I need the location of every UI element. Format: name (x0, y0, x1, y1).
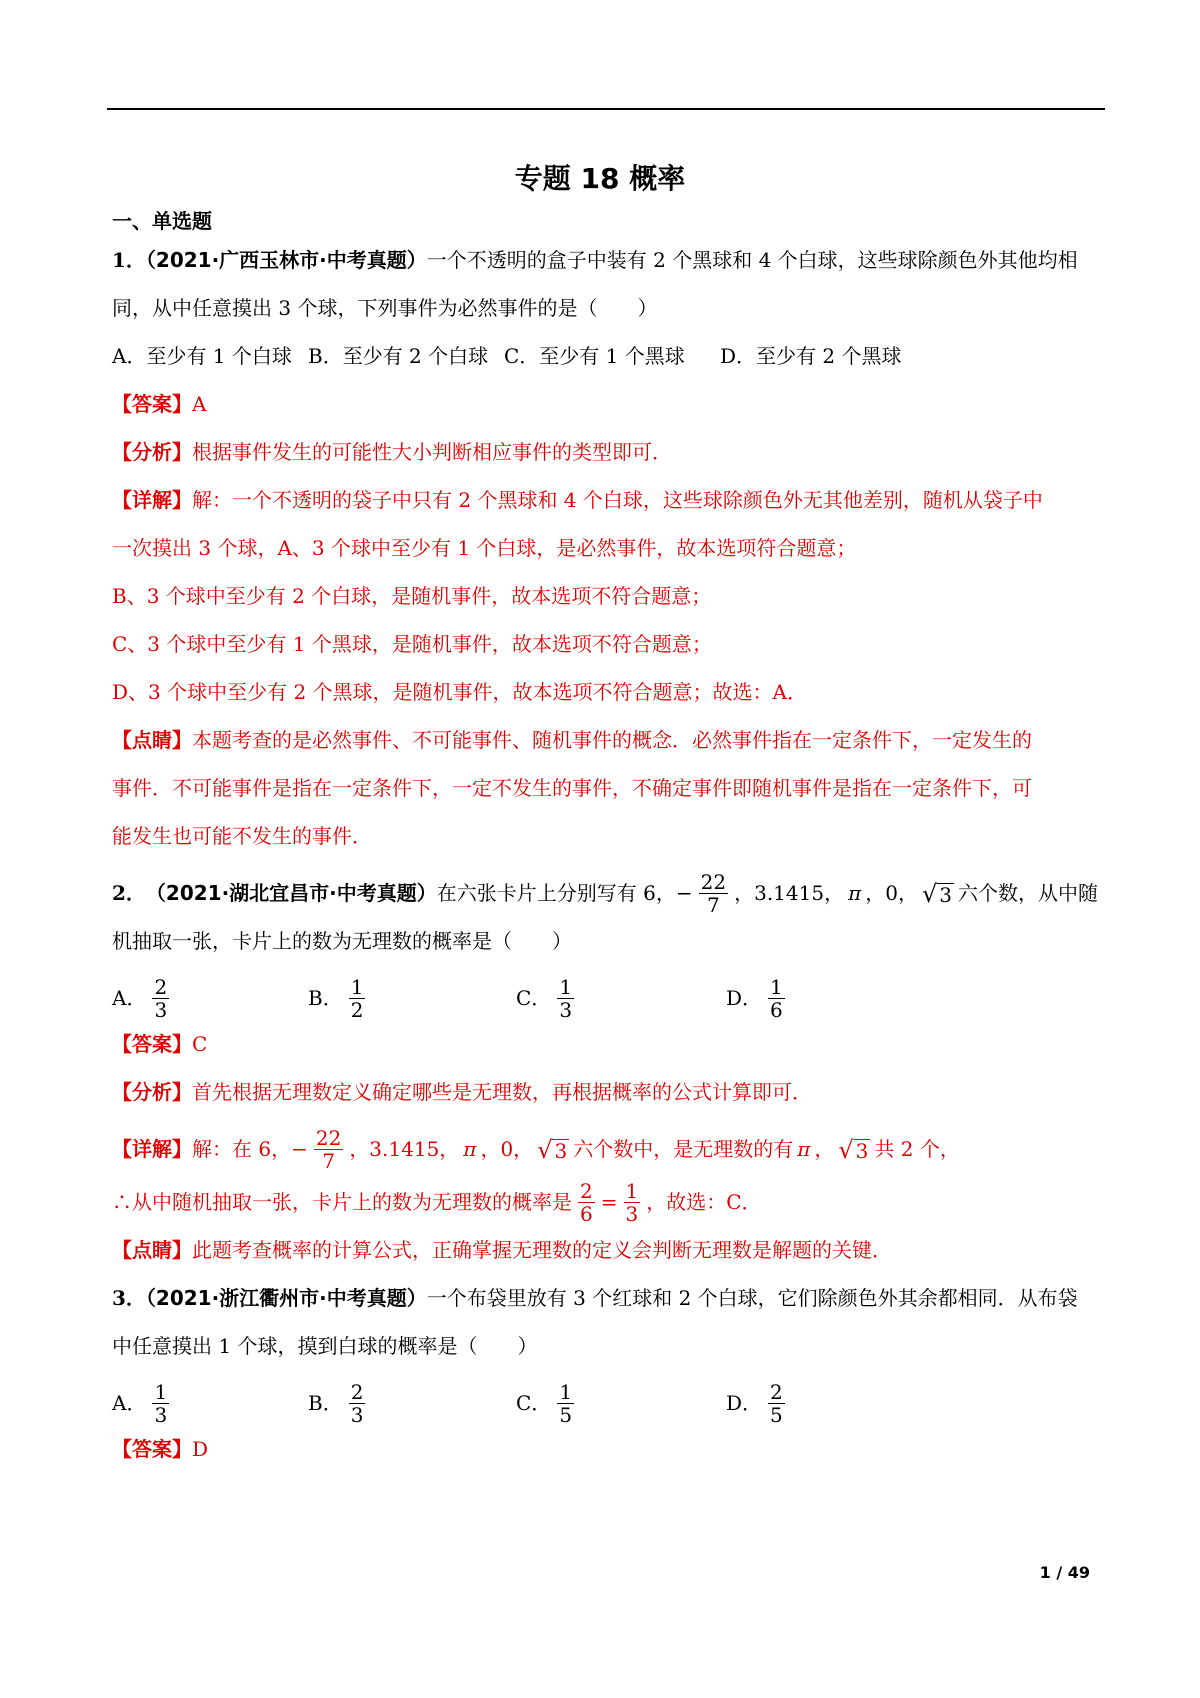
q2-answer: 【答案】C (112, 1032, 208, 1056)
q3-option-b: B． $\frac{2}{3}$ (308, 1380, 364, 1427)
q2-option-a: A． $\frac{2}{3}$ (112, 975, 168, 1022)
q1-analysis: 【分析】根据事件发生的可能性大小判断相应事件的类型即可． (112, 440, 672, 464)
q1-stem-line-2: 同，从中任意摸出 3 个球，下列事件为必然事件的是（ ） (112, 296, 658, 320)
q2-stem-line-2: 机抽取一张，卡片上的数为无理数的概率是（ ） (112, 929, 572, 953)
q3-option-a: A． $\frac{1}{3}$ (112, 1380, 168, 1427)
q1-detail-line-2: 一次摸出 3 个球，A、3 个球中至少有 1 个白球，是必然事件，故本选项符合题意； (112, 536, 857, 560)
q3-options (112, 1381, 1102, 1426)
q1-detail-line-3: B、3 个球中至少有 2 个白球，是随机事件，故本选项不符合题意； (112, 584, 712, 608)
q2-comment: 【点睛】此题考查概率的计算公式，正确掌握无理数的定义会判断无理数是解题的关键． (112, 1238, 892, 1262)
q2-options (112, 976, 1102, 1021)
sqrt-3: √ 3 (921, 879, 952, 908)
q1-option-d: D．至少有 2 个黑球 (720, 344, 902, 368)
document-body (112, 208, 1102, 1484)
q2-analysis: 【分析】首先根据无理数定义确定哪些是无理数，再根据概率的公式计算即可． (112, 1080, 812, 1104)
q2-stem-line-1: 2． （2021·湖北宜昌市·中考真题） 在六张卡片上分别写有 6， − $\frac{22}{7}$ ，3.1415， π ，0， √ 3 六个数，从中随 (112, 870, 1098, 917)
q1-source: （2021·广西玉林市·中考真题） (145, 248, 427, 272)
q2-option-c: C． $\frac{1}{3}$ (516, 975, 573, 1022)
q1-comment-line-2: 事件．不可能事件是指在一定条件下，一定不发生的事件，不确定事件即随机事件是指在一定条件下，可 (112, 776, 1032, 800)
page-title: 专题 18 概率 (514, 162, 686, 195)
q3-option-c: C． $\frac{1}{5}$ (516, 1380, 573, 1427)
q1-detail-line-4: C、3 个球中至少有 1 个黑球，是随机事件，故本选项不符合题意； (112, 632, 712, 656)
section-heading: 一、单选题 (112, 209, 212, 233)
q2-option-b: B． $\frac{1}{2}$ (308, 975, 364, 1022)
q3-stem-line-1: 3．（2021·浙江衢州市·中考真题）一个布袋里放有 3 个红球和 2 个白球，它们除颜色外其余都相同．从布袋 (112, 1286, 1078, 1310)
q2-conclusion: ∴从中随机抽取一张，卡片上的数为无理数的概率是 $\frac{2}{6}$ = $\frac{1}{3}$ ，故选：C． (112, 1179, 762, 1226)
q3-source: （2021·浙江衢州市·中考真题） (145, 1286, 427, 1310)
q1-comment-line-3: 能发生也可能不发生的事件． (112, 824, 372, 848)
page-number: 1 / 49 (1039, 1563, 1090, 1582)
q1-stem-line-1: 1．（2021·广西玉林市·中考真题）一个不透明的盒子中装有 2 个黑球和 4 个白球，这些球除颜色外其他均相 (112, 248, 1078, 272)
q1-detail-line-5: D、3 个球中至少有 2 个黑球，是随机事件，故本选项不符合题意；故选：A． (112, 680, 807, 704)
q1-option-a: A．至少有 1 个白球 (112, 344, 292, 368)
q1-options (112, 343, 1102, 370)
q2-detail: 【详解】 解：在 6， − $\frac{22}{7}$ ，3.1415， π ，0， √ 3 六个数中，是无理数的有 π ， √ 3 共 2 个， (112, 1126, 960, 1173)
q3-answer: 【答案】D (112, 1437, 209, 1461)
q2-option-d: D． $\frac{1}{6}$ (726, 975, 783, 1022)
pi-symbol: π (848, 881, 862, 905)
fraction-22-7: $\frac{22}{7}$ (700, 870, 727, 917)
q1-option-b: B．至少有 2 个白球 (308, 344, 489, 368)
q3-stem-line-2: 中任意摸出 1 个球，摸到白球的概率是（ ） (112, 1334, 538, 1358)
q1-detail-line-1: 【详解】解：一个不透明的袋子中只有 2 个黑球和 4 个白球，这些球除颜色外无其他差别，随机从袋子中 (112, 488, 1043, 512)
q1-comment-line-1: 【点睛】本题考查的是必然事件、不可能事件、随机事件的概念．必然事件指在一定条件下，一定发生的 (112, 728, 1032, 752)
header-rule (107, 108, 1105, 110)
q3-option-d: D． $\frac{2}{5}$ (726, 1380, 783, 1427)
q1-answer: 【答案】A (112, 392, 207, 416)
q2-source: （2021·湖北宜昌市·中考真题） (145, 881, 437, 905)
q1-option-c: C．至少有 1 个黑球 (504, 344, 685, 368)
